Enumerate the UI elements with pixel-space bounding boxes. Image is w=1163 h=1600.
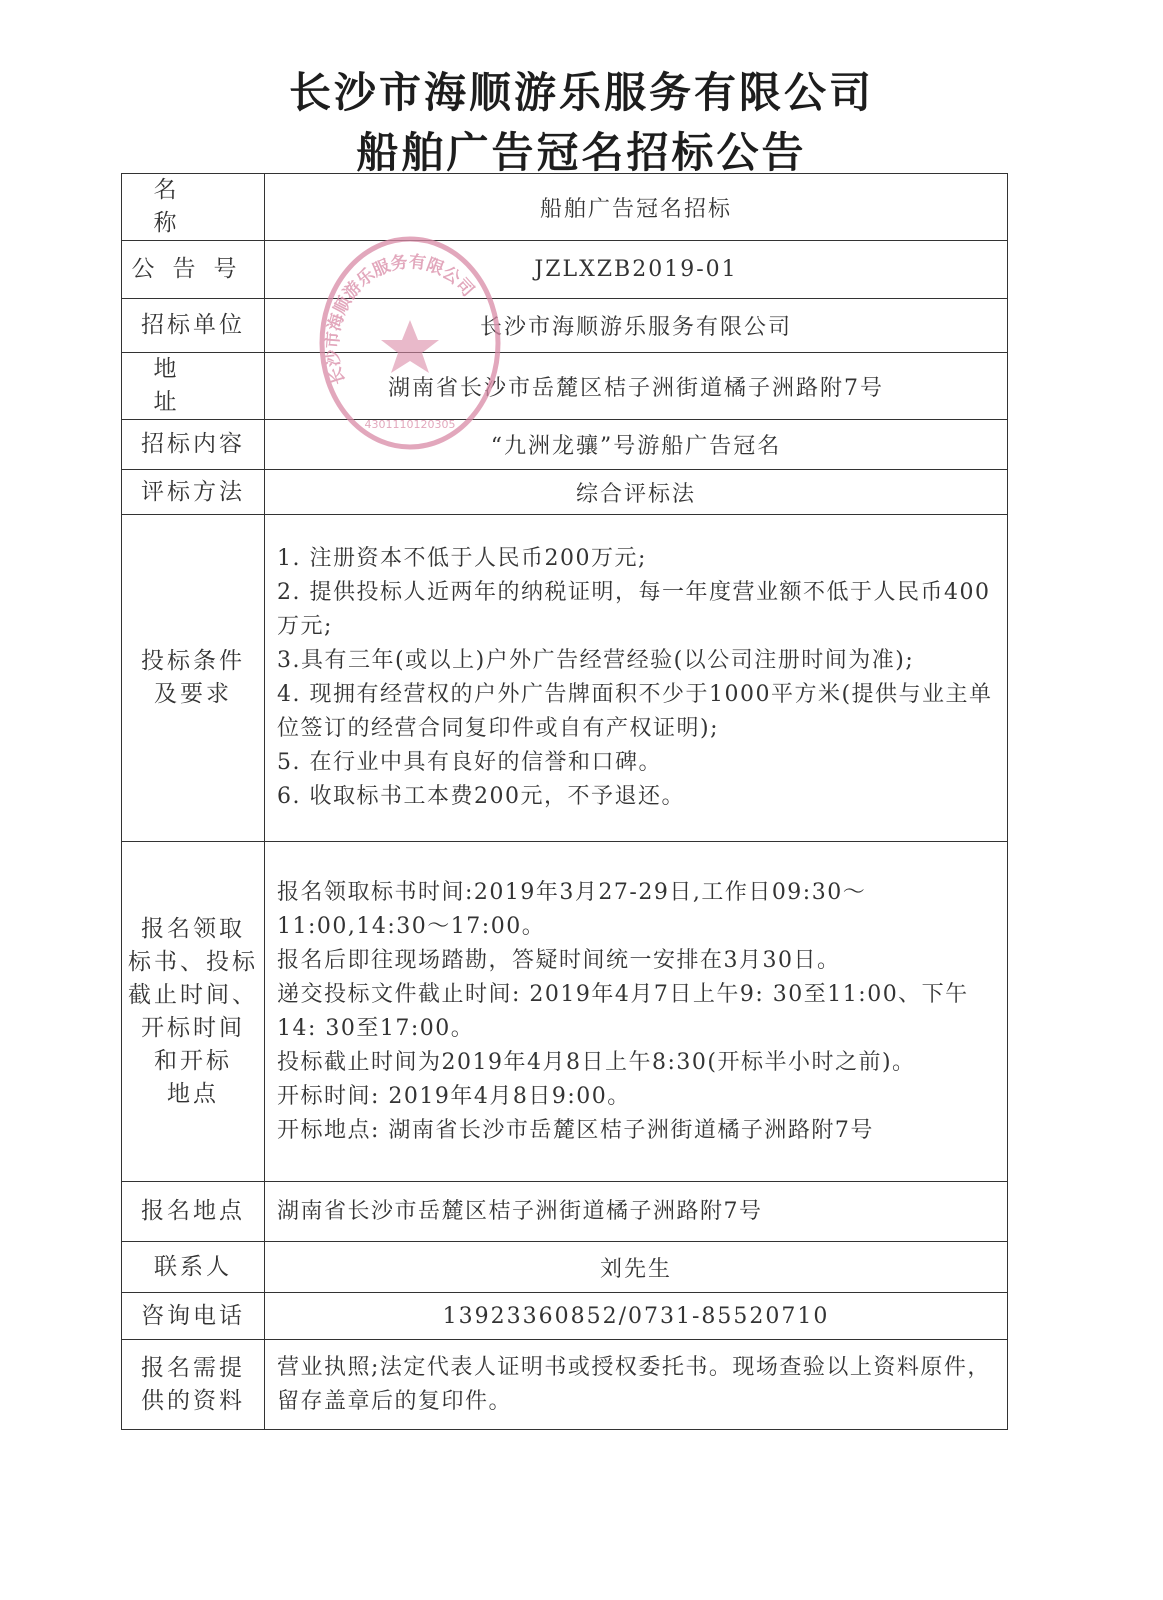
content-value: “九洲龙骧”号游船广告冠名 (265, 420, 1008, 470)
schedule-item: 报名后即往现场踏勘，答疑时间统一安排在3月30日。 (277, 947, 841, 973)
schedule-label-line: 地点 (167, 1080, 219, 1107)
schedule-item: 报名领取标书时间:2019年3月27-29日,工作日09:30～11:00,14:30～17:00。 (277, 879, 867, 939)
row-address (122, 353, 1008, 420)
schedule-item: 递交投标文件截止时间: 2019年4月7日上午9: 30至11:00、下午14: 30至17:00。 (277, 981, 969, 1041)
schedule-label-line: 和开标 (154, 1047, 232, 1074)
content-label: 招标内容 (122, 420, 265, 470)
docs-label-line-2: 供的资料 (141, 1387, 245, 1414)
method-value: 综合评标法 (265, 470, 1008, 515)
docs-label-line-1: 报名需提 (141, 1354, 245, 1381)
schedule-label (122, 842, 265, 1182)
row-content (122, 420, 1008, 470)
svg-text:4301110120305: 4301110120305 (364, 418, 456, 431)
row-phone (122, 1293, 1008, 1340)
notice-table (121, 173, 1008, 1430)
requirements-label-line-2: 及要求 (154, 681, 232, 707)
name-value: 船舶广告冠名招标 (265, 174, 1008, 241)
requirements-label (122, 515, 265, 842)
row-notice-no (122, 241, 1008, 299)
requirements-label-line-1: 投标条件 (141, 648, 245, 674)
tenderer-label: 招标单位 (122, 299, 265, 353)
schedule-item: 开标地点: 湖南省长沙市岳麓区桔子洲街道橘子洲路附7号 (277, 1117, 874, 1143)
requirements-list (277, 542, 999, 814)
schedule-label-line: 标书、投标 (128, 948, 258, 975)
reg-place-value: 湖南省长沙市岳麓区桔子洲街道橘子洲路附7号 (265, 1182, 1008, 1242)
requirement-item: 6. 收取标书工本费200元，不予退还。 (277, 784, 685, 809)
requirement-item: 4. 现拥有经营权的户外广告牌面积不少于1000平方米(提供与业主单位签订的经营合同复印件或自有产权证明); (277, 682, 993, 741)
schedule-label-line: 截止时间、 (128, 981, 258, 1008)
row-schedule (122, 842, 1008, 1182)
requirement-item: 3.具有三年(或以上)户外广告经营经验(以公司注册时间为准); (277, 648, 915, 673)
row-tenderer (122, 299, 1008, 353)
requirement-item: 5. 在行业中具有良好的信誉和口碑。 (277, 750, 662, 775)
docs-value: 营业执照;法定代表人证明书或授权委托书。现场查验以上资料原件，留存盖章后的复印件。 (265, 1340, 1008, 1430)
row-docs (122, 1340, 1008, 1430)
schedule-item: 投标截止时间为2019年4月8日上午8:30(开标半小时之前)。 (277, 1049, 916, 1075)
notice-no-value: JZLXZB2019-01 (265, 241, 1008, 299)
name-label: 名 称 (122, 174, 265, 241)
notice-no-label: 公告号 (122, 241, 265, 299)
schedule-value (265, 842, 1008, 1182)
row-method (122, 470, 1008, 515)
docs-label (122, 1340, 265, 1430)
schedule-label-line: 报名领取 (141, 915, 245, 942)
phone-value: 13923360852/0731-85520710 (265, 1293, 1008, 1340)
address-label: 地 址 (122, 353, 265, 420)
svg-text:长沙市海顺游乐服务有限公司: 长沙市海顺游乐服务有限公司 (322, 252, 478, 387)
row-contact (122, 1242, 1008, 1293)
requirement-item: 2. 提供投标人近两年的纳税证明，每一年度营业额不低于人民币400万元; (277, 580, 991, 639)
requirements-value (265, 515, 1008, 842)
tenderer-value: 长沙市海顺游乐服务有限公司 (265, 299, 1008, 353)
contact-label: 联系人 (122, 1242, 265, 1293)
method-label: 评标方法 (122, 470, 265, 515)
reg-place-label: 报名地点 (122, 1182, 265, 1242)
schedule-item: 开标时间: 2019年4月8日9:00。 (277, 1083, 631, 1109)
schedule-label-line: 开标时间 (141, 1014, 245, 1041)
row-requirements (122, 515, 1008, 842)
address-value: 湖南省长沙市岳麓区桔子洲街道橘子洲路附7号 (265, 353, 1008, 420)
row-name (122, 174, 1008, 241)
phone-label: 咨询电话 (122, 1293, 265, 1340)
document-title-line-1: 长沙市海顺游乐服务有限公司 (288, 68, 874, 117)
requirement-item: 1. 注册资本不低于人民币200万元; (277, 546, 647, 571)
contact-value: 刘先生 (265, 1242, 1008, 1293)
row-reg-place (122, 1182, 1008, 1242)
document-title-line-2: 船舶广告冠名招标公告 (356, 128, 807, 177)
